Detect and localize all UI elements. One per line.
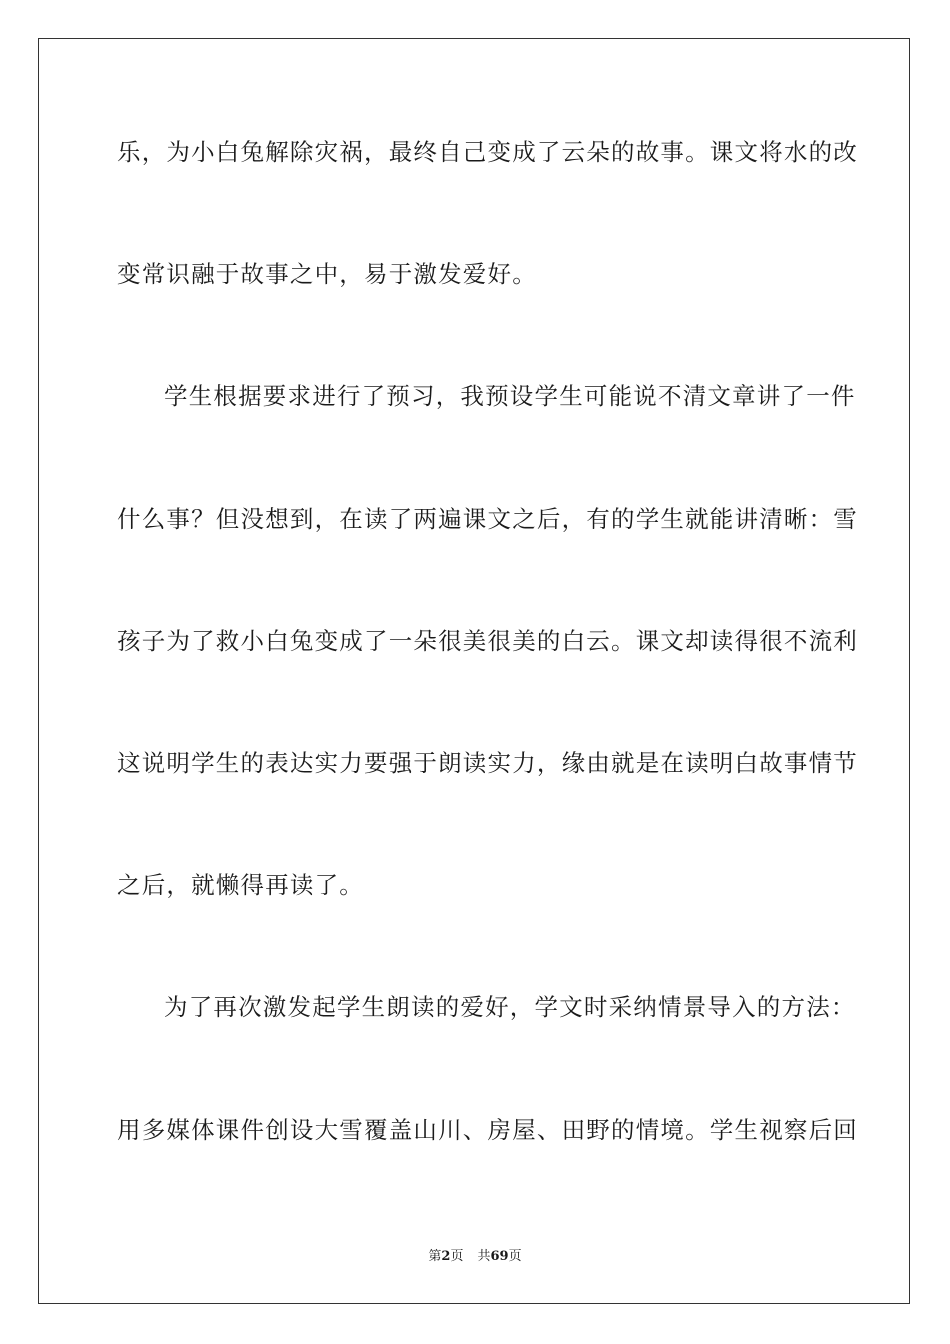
text-line: 之后，就懒得再读了。 bbox=[117, 871, 364, 899]
text-line: 乐，为小白兔解除灾祸，最终自己变成了云朵的故事。课文将水的改 bbox=[117, 138, 858, 166]
paragraph-start-line: 学生根据要求进行了预习，我预设学生可能说不清文章讲了一件 bbox=[164, 382, 856, 410]
paragraph-start-line: 为了再次激发起学生朗读的爱好，学文时采纳情景导入的方法： bbox=[164, 993, 856, 1021]
page-prefix: 第 bbox=[428, 1249, 442, 1264]
total-suffix: 页 bbox=[508, 1249, 522, 1264]
page-footer bbox=[0, 1248, 950, 1266]
text-line: 这说明学生的表达实力要强于朗读实力，缘由就是在读明白故事情节 bbox=[117, 749, 858, 777]
text-line: 孩子为了救小白兔变成了一朵很美很美的白云。课文却读得很不流利 bbox=[117, 627, 858, 655]
text-line: 用多媒体课件创设大雪覆盖山川、房屋、田野的情境。学生视察后回 bbox=[117, 1116, 858, 1144]
page-suffix: 页 bbox=[450, 1249, 464, 1264]
total-prefix: 共 bbox=[477, 1249, 491, 1264]
text-line: 变常识融于故事之中，易于激发爱好。 bbox=[117, 260, 537, 288]
total-pages: 69 bbox=[490, 1249, 509, 1264]
page-number: 2 bbox=[441, 1249, 451, 1264]
text-line: 什么事？但没想到，在读了两遍课文之后，有的学生就能讲清晰：雪 bbox=[117, 505, 858, 533]
